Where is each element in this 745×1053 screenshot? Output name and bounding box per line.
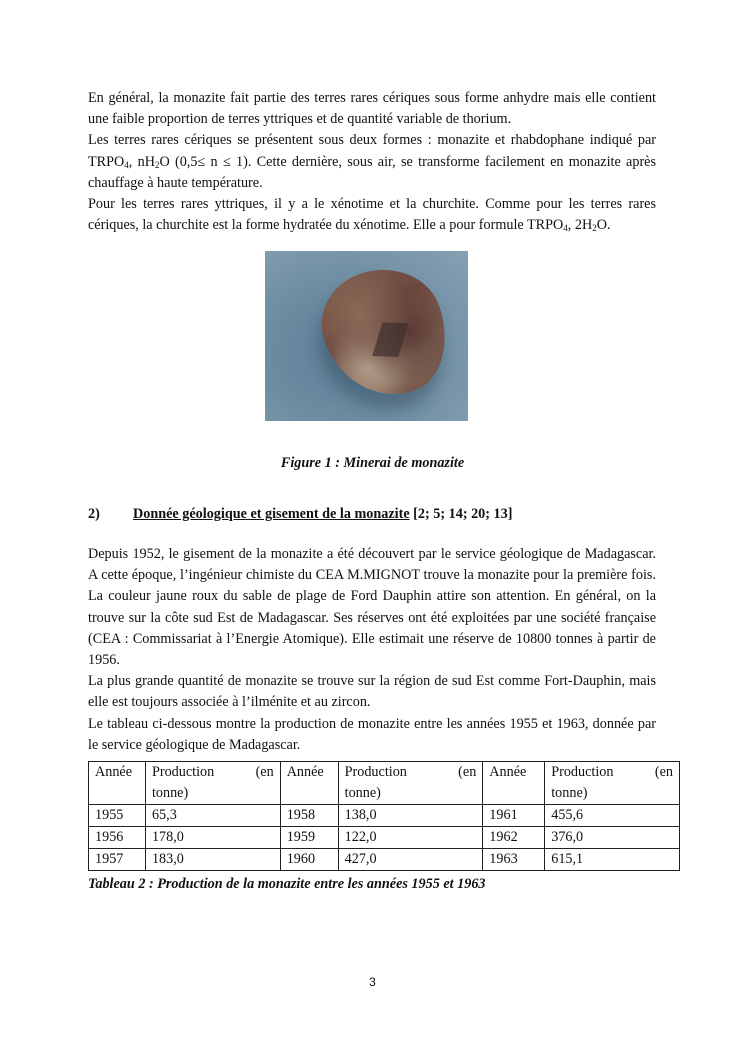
header-production [545,762,680,805]
body-paragraph-3: Le tableau ci-dessous montre la production de monazite entre les années 1955 et 1963, donnée par le service géologique de Madagascar. [88,715,656,753]
production-cell: 376,0 [545,827,680,849]
page-number: 3 [369,975,376,989]
production-cell: 427,0 [338,849,483,871]
text-run: Production [551,764,614,780]
table-row [89,805,680,827]
intro-paragraph-1: En général, la monazite fait partie des terres rares cériques sous forme anhydre mais elle contient une faible proportion de terres yttriques et de quantité variable de thorium. [88,90,656,128]
intro-paragraph-2 [88,130,656,194]
section-number: 2) [88,506,100,522]
text-run: tonne) [551,785,588,801]
text-run: Pour les terres rares yttriques, il y a le xénotime et la churchite. Comme pour les terres rares cériques, la churchite est la forme hydratée du xénotime. Elle a pour formule TRPO [88,196,656,234]
section-heading [88,506,512,523]
text-run: tonne) [344,785,381,801]
text-run: (en [255,764,274,780]
text-run: (en [458,764,477,780]
production-cell: 183,0 [145,849,280,871]
production-cell: 138,0 [338,805,483,827]
text-run: Production [344,764,407,780]
text-run: , nH [128,153,155,170]
text-run: Les terres rares cériques se présentent sous deux formes : monazite et rhabdophane indiqué par TRPO [88,132,656,170]
text-run: Production [151,764,215,780]
production-cell: 122,0 [338,827,483,849]
year-cell: 1963 [483,849,545,871]
table-row [89,827,680,849]
header-year: Année [89,762,146,805]
monazite-crystal [308,254,462,413]
intro-paragraph-3 [88,194,656,236]
year-cell: 1961 [483,805,545,827]
production-cell: 455,6 [545,805,680,827]
production-table [88,761,680,871]
text-run: tonne) [151,785,189,801]
section-title: Donnée géologique et gisement de la monazite [133,506,410,522]
text-run: O. [596,217,611,234]
year-cell: 1957 [89,849,146,871]
text-run: (en [654,764,673,780]
header-production [145,762,280,805]
intro-paragraphs [88,88,656,236]
figure-caption-text: : Minerai de monazite [331,455,465,471]
table-header-row [89,762,680,805]
year-cell: 1959 [280,827,338,849]
figure-caption [0,455,745,472]
body-paragraph-1: Depuis 1952, le gisement de la monazite a été découvert par le service géologique de Madagascar. A cette époque, l’ingénieur chimiste du CEA M.MIGNOT trouve la monazite pour la première fois. La couleur jaune roux du sable de plage de Ford Dauphin attire son attention. En général, on la trouve sur la côte sud Est de Madagascar. Ses réserves ont été exploitées par une société française (CEA : Commissariat à l’Energie Atomique). Elle estimait une réserve de 10800 tonnes à partir de 1956. [88,546,656,669]
production-cell: 178,0 [145,827,280,849]
header-year: Année [280,762,338,805]
table-row [89,849,680,871]
subscript: 2 [154,159,160,170]
body-paragraphs [88,544,656,756]
header-production [338,762,483,805]
production-cell: 615,1 [545,849,680,871]
subscript: 2 [592,223,597,234]
year-cell: 1958 [280,805,338,827]
table-caption: Tableau 2 : Production de la monazite entre les années 1955 et 1963 [88,876,486,892]
header-year: Année [483,762,545,805]
year-cell: 1960 [280,849,338,871]
production-cell: 65,3 [145,805,280,827]
subscript: 4 [563,223,568,234]
year-cell: 1956 [89,827,146,849]
subscript: 4 [124,159,129,170]
year-cell: 1955 [89,805,146,827]
year-cell: 1962 [483,827,545,849]
section-references: [2; 5; 14; 20; 13] [409,506,513,522]
text-run: O (0,5≤ n ≤ 1). Cette dernière, sous air, se transforme facilement en monazite après chauffage à haute température. [88,153,656,191]
figure-label: Figure 1 [280,455,332,471]
text-run: , 2H [567,217,593,234]
body-paragraph-2: La plus grande quantité de monazite se trouve sur la région de sud Est comme Fort-Dauphin, mais elle est toujours associée à l’ilménite et au zircon. [88,673,656,711]
crystal-facet [372,322,408,357]
monazite-photo [265,251,468,421]
